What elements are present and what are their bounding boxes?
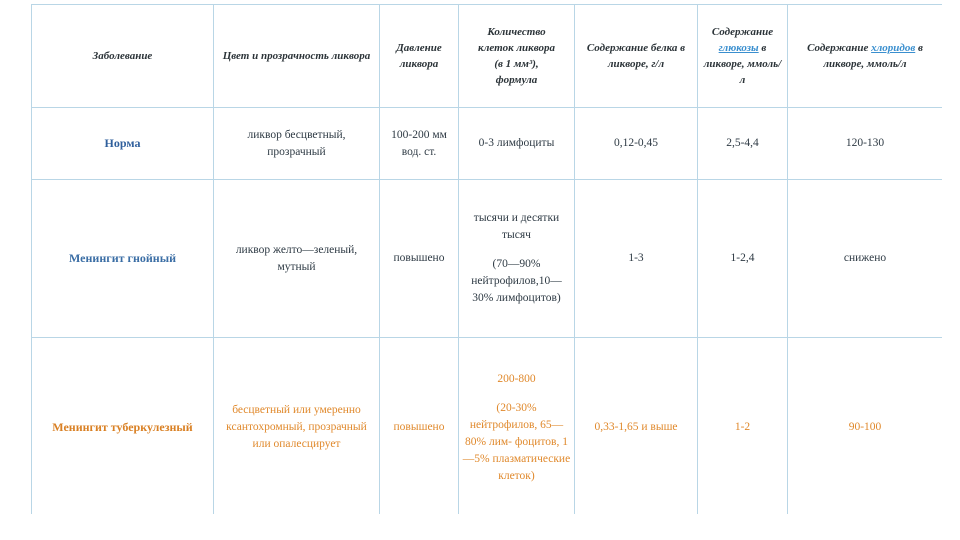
protein-tuberculous: 0,33-1,65 и выше	[575, 338, 698, 515]
glucose-tuberculous: 1-2	[698, 338, 788, 515]
header-cells-line-2: клеток ликвора	[477, 42, 556, 54]
table-header-row	[32, 5, 943, 108]
csf-table-container	[31, 4, 942, 514]
color-purulent: ликвор желто—зеленый, мутный	[214, 180, 380, 338]
pressure-norm: 100-200 мм вод. ст.	[380, 108, 459, 180]
disease-norm: Норма	[32, 108, 214, 180]
chloride-purulent: снижено	[788, 180, 943, 338]
glucose-norm: 2,5-4,4	[698, 108, 788, 180]
header-glucose-suffix: в ликворе, ммоль/л	[703, 42, 782, 86]
header-chloride-suffix: в ликворе, ммоль/л	[823, 42, 923, 70]
header-color: Цвет и прозрачность ликвора	[214, 5, 380, 108]
color-tuberculous: бесцветный или умеренно ксантохромный, прозрачный или опалесцирует	[214, 338, 380, 515]
cells-tuberculous-count: 200-800	[497, 372, 536, 385]
cells-norm: 0-3 лимфоциты	[459, 108, 575, 180]
cells-purulent	[459, 180, 575, 338]
header-cells-line-4: формула	[495, 74, 538, 86]
header-cells-line-1: Количество	[487, 26, 546, 38]
disease-tuberculous: Менингит туберкулезный	[32, 338, 214, 515]
pressure-purulent: повышено	[380, 180, 459, 338]
pressure-tuberculous: повышено	[380, 338, 459, 515]
header-cells-line-3: (в 1 мм³),	[494, 58, 539, 70]
protein-purulent: 1-3	[575, 180, 698, 338]
csf-comparison-table	[31, 4, 942, 514]
header-glucose	[698, 5, 788, 108]
header-disease: Заболевание	[32, 5, 214, 108]
header-cells	[459, 5, 575, 108]
chloride-norm: 120-130	[788, 108, 943, 180]
header-chloride	[788, 5, 943, 108]
header-glucose-prefix: Содержание	[711, 26, 774, 38]
glucose-link[interactable]: глюкозы	[718, 42, 759, 54]
chloride-link[interactable]: хлоридов	[871, 42, 916, 54]
table-row-tuberculous	[32, 338, 943, 515]
chloride-tuberculous: 90-100	[788, 338, 943, 515]
cells-purulent-formula: (70—90% нейтрофилов,10—30% лимфоцитов)	[471, 258, 562, 304]
header-protein: Содержание белка в ликворе, г/л	[575, 5, 698, 108]
color-norm: ликвор бесцветный, прозрачный	[214, 108, 380, 180]
protein-norm: 0,12-0,45	[575, 108, 698, 180]
disease-purulent: Менингит гнойный	[32, 180, 214, 338]
table-row-norm	[32, 108, 943, 180]
glucose-purulent: 1-2,4	[698, 180, 788, 338]
cells-tuberculous-formula: (20-30% нейтрофилов, 65—80% лим- фоцитов, 1—5% плазматические клеток)	[462, 401, 571, 482]
header-chloride-prefix: Содержание	[807, 42, 869, 54]
header-pressure: Давление ликвора	[380, 5, 459, 108]
cells-tuberculous	[459, 338, 575, 515]
cells-purulent-count: тысячи и десятки тысяч	[473, 212, 560, 241]
table-row-purulent	[32, 180, 943, 338]
